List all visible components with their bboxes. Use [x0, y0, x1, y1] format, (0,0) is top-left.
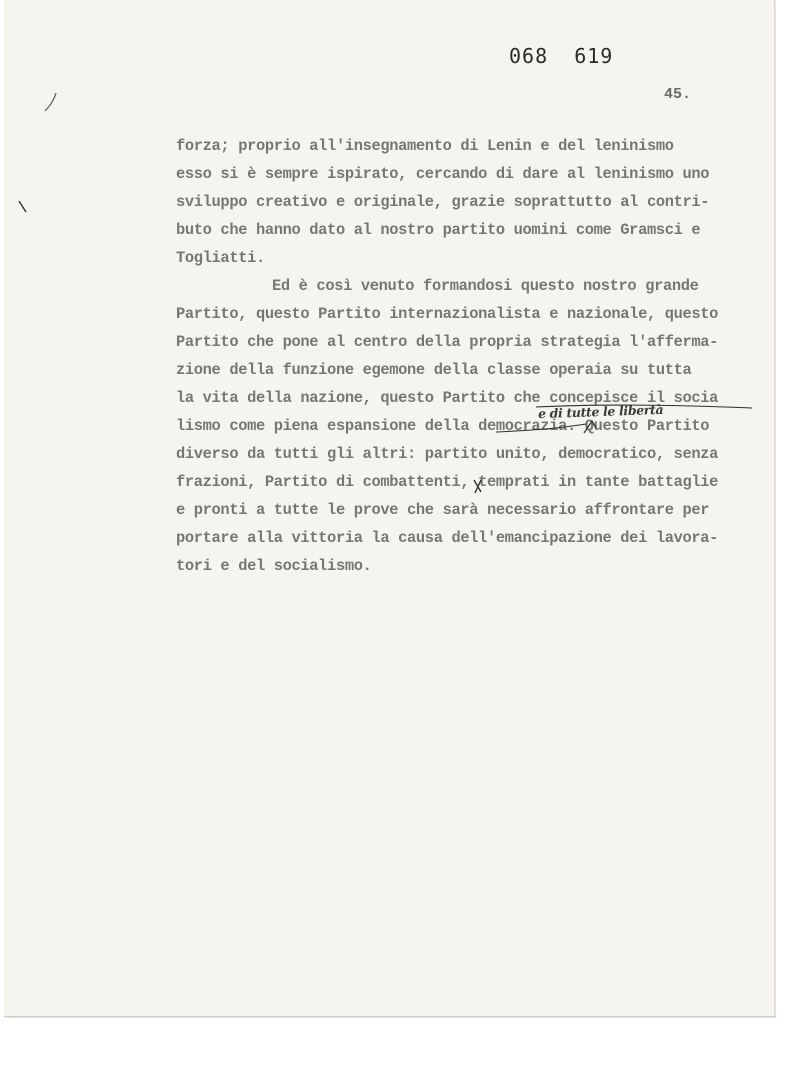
text-line: sviluppo creativo e originale, grazie soprattutto al contri- [176, 193, 710, 211]
text-line: la vita della nazione, questo Partito che concepisce il socia [176, 389, 719, 407]
text-line: zione della funzione egemone della classe operaia su tutta [176, 361, 692, 379]
text-line: forza; proprio all'insegnamento di Lenin e del leninismo [176, 137, 674, 155]
handwritten-insertion: e di tutte le libertà [537, 401, 664, 422]
text-line: tori e del socialismo. [176, 557, 372, 575]
text-line: buto che hanno dato al nostro partito uomini come Gramsci e [176, 221, 701, 239]
text-line: esso si è sempre ispirato, cercando di dare al leninismo uno [176, 165, 710, 183]
text-line: Partito, questo Partito internazionalista e nazionale, questo [176, 305, 719, 323]
paper-sheet [4, 0, 775, 1017]
archive-number: 068 619 [509, 44, 614, 68]
margin-tick-mark [18, 200, 28, 214]
text-line: portare alla vittoria la causa dell'emancipazione dei lavora- [176, 529, 719, 547]
page-number: 45. [664, 86, 692, 103]
margin-pencil-mark [44, 92, 58, 112]
text-line: frazioni, Partito di combattenti, temprati in tante battaglie [176, 473, 719, 491]
text-line: e pronti a tutte le prove che sarà necessario affrontare per [176, 501, 710, 519]
paragraph-start-line: Ed è così venuto formandosi questo nostro grande [272, 277, 699, 295]
text-line: Togliatti. [176, 249, 265, 267]
text-line: diverso da tutti gli altri: partito unito, democratico, senza [176, 445, 719, 463]
text-line: Partito che pone al centro della propria strategia l'afferma- [176, 333, 719, 351]
text-line: lismo come piena espansione della democrazia. Questo Partito [176, 417, 710, 435]
